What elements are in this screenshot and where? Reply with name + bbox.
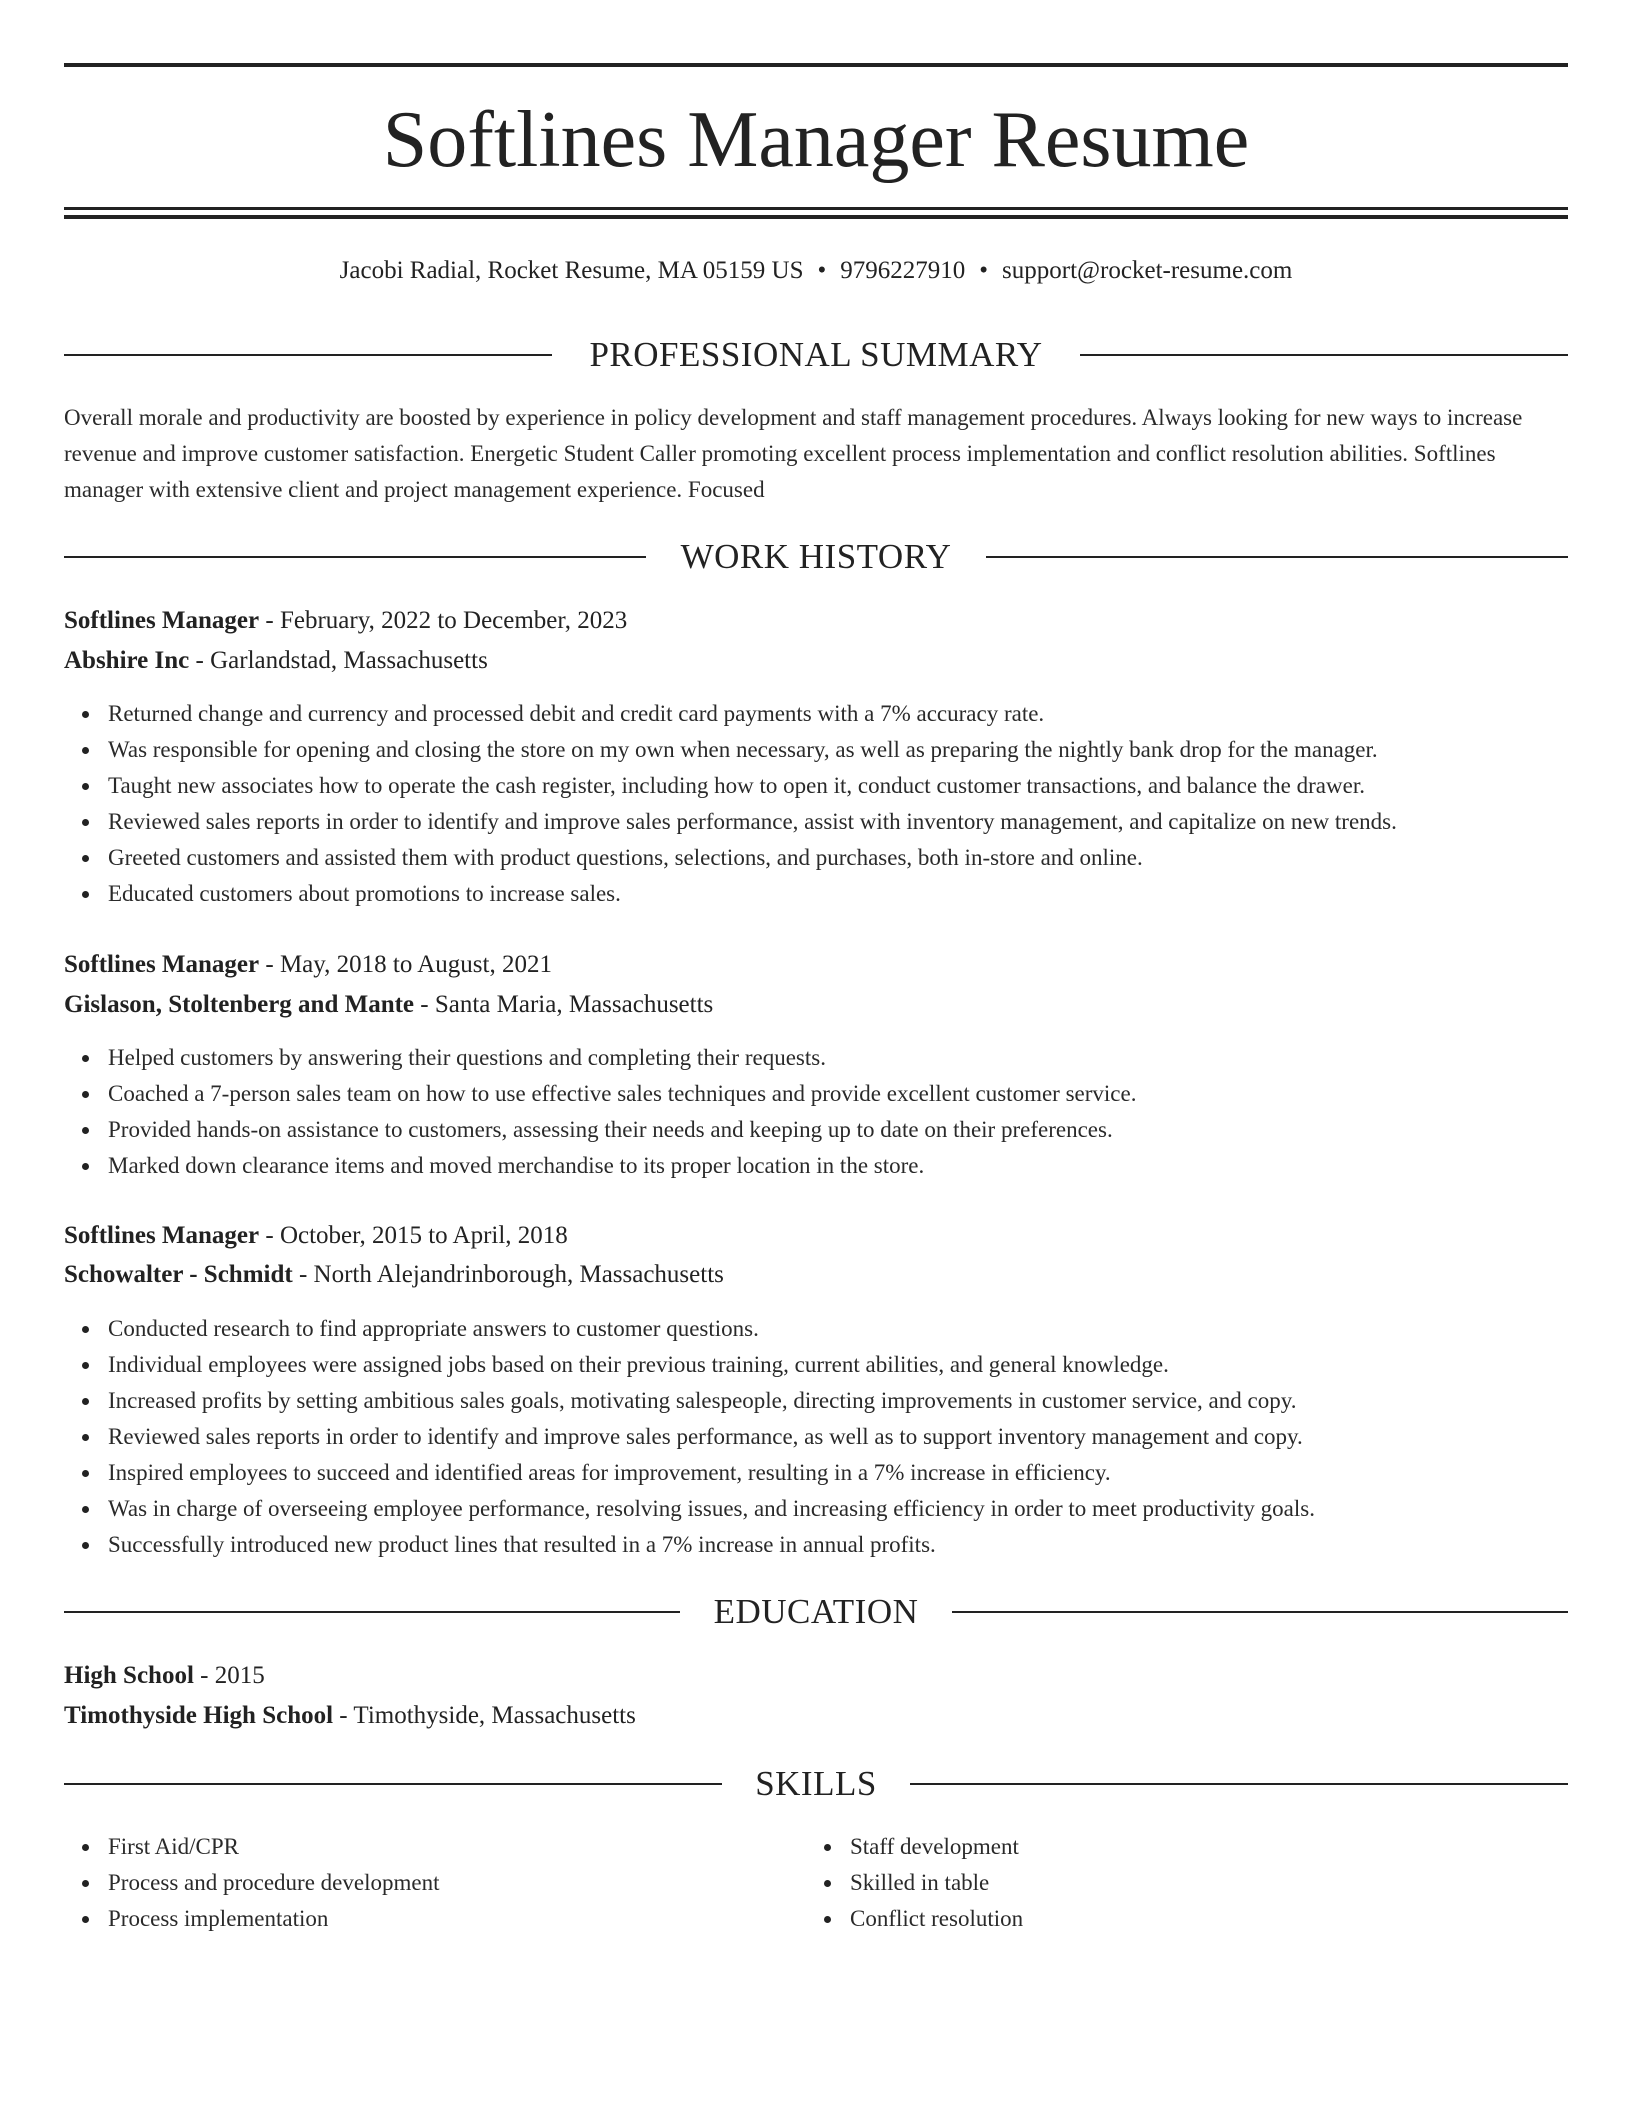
education-heading-label: EDUCATION	[713, 1592, 919, 1631]
list-item: Marked down clearance items and moved merchandise to its proper location in the store.	[108, 1148, 1612, 1184]
list-item: Reviewed sales reports in order to identify and improve sales performance, assist with inventory management, and capitalize on new trends.	[108, 804, 1612, 840]
list-item: Returned change and currency and processed debit and credit card payments with a 7% accuracy rate.	[108, 696, 1612, 732]
heading-rule	[1080, 354, 1568, 356]
job-dates: - February, 2022 to December, 2023	[259, 607, 628, 634]
contact-separator: •	[979, 257, 989, 284]
education-degree: High School	[64, 1662, 194, 1689]
education-year: - 2015	[193, 1662, 265, 1689]
job-bullets	[64, 1040, 1612, 1184]
list-item: Helped customers by answering their questions and completing their requests.	[108, 1040, 1612, 1076]
job-bullets	[64, 1311, 1612, 1563]
job-location: - North Alejandrinborough, Massachusetts	[292, 1261, 724, 1288]
job-title-line	[64, 603, 1568, 639]
job-title: Softlines Manager	[64, 951, 260, 978]
title-top-rule	[64, 63, 1568, 67]
title-bottom-rule-2	[64, 215, 1568, 219]
job-company: Schowalter - Schmidt	[64, 1261, 293, 1288]
skills-list-left	[64, 1829, 808, 1937]
list-item: Conducted research to find appropriate answers to customer questions.	[108, 1311, 1612, 1347]
education-school-line	[64, 1698, 1568, 1734]
job-company: Abshire Inc	[64, 647, 190, 674]
job-location: - Garlandstad, Massachusetts	[189, 647, 488, 674]
contact-email: support@rocket-resume.com	[1002, 257, 1293, 284]
contact-phone: 9796227910	[840, 257, 966, 284]
job-title-line	[64, 1218, 1568, 1254]
summary-heading	[64, 333, 1568, 377]
job-company: Gislason, Stoltenberg and Mante	[64, 991, 415, 1018]
education-location: - Timothyside, Massachusetts	[333, 1702, 636, 1729]
skills-list-right	[806, 1829, 1550, 1937]
list-item: Increased profits by setting ambitious sales goals, motivating salespeople, directing improvements in customer service, and copy.	[108, 1383, 1612, 1419]
education-degree-line	[64, 1658, 1568, 1694]
list-item: Was responsible for opening and closing the store on my own when necessary, as well as preparing the nightly bank drop for the manager.	[108, 732, 1612, 768]
heading-rule	[952, 1611, 1568, 1613]
skill-item: Process and procedure development	[108, 1865, 808, 1901]
list-item: Individual employees were assigned jobs based on their previous training, current abilities, and general knowledge.	[108, 1347, 1612, 1383]
skill-item: First Aid/CPR	[108, 1829, 808, 1865]
list-item: Educated customers about promotions to increase sales.	[108, 876, 1612, 912]
education-school: Timothyside High School	[64, 1702, 334, 1729]
list-item: Reviewed sales reports in order to identify and improve sales performance, as well as to support inventory management and copy.	[108, 1419, 1612, 1455]
list-item: Taught new associates how to operate the cash register, including how to open it, conduct customer transactions, and balance the drawer.	[108, 768, 1612, 804]
skill-item: Staff development	[850, 1829, 1550, 1865]
skills-heading	[64, 1762, 1568, 1806]
skill-item: Skilled in table	[850, 1865, 1550, 1901]
heading-rule	[910, 1783, 1568, 1785]
job-location: - Santa Maria, Massachusetts	[414, 991, 714, 1018]
education-heading	[64, 1590, 1568, 1634]
list-item: Coached a 7-person sales team on how to use effective sales techniques and provide excellent customer service.	[108, 1076, 1612, 1112]
list-item: Inspired employees to succeed and identified areas for improvement, resulting in a 7% increase in efficiency.	[108, 1455, 1612, 1491]
list-item: Greeted customers and assisted them with product questions, selections, and purchases, both in-store and online.	[108, 840, 1612, 876]
job-dates: - May, 2018 to August, 2021	[259, 951, 552, 978]
job-company-line	[64, 643, 1568, 679]
job-company-line	[64, 987, 1568, 1023]
contact-line	[64, 253, 1568, 289]
summary-heading-label: PROFESSIONAL SUMMARY	[589, 335, 1043, 374]
contact-separator: •	[817, 257, 827, 284]
work-history-heading	[64, 535, 1568, 579]
job-title: Softlines Manager	[64, 1222, 260, 1249]
job-company-line	[64, 1257, 1568, 1293]
work-history-heading-label: WORK HISTORY	[680, 537, 952, 576]
skills-heading-label: SKILLS	[755, 1764, 877, 1803]
summary-text: Overall morale and productivity are boosted by experience in policy development and staff management procedures. Always looking for new ways to increase revenue and improve customer satisfaction. Energetic Student Caller promoting excellent process implementation and conflict resolution abilities. Softlines manager with extensive client and project management experience. Focused	[64, 405, 1523, 502]
resume-title: Softlines Manager Resume	[382, 96, 1250, 184]
job-title: Softlines Manager	[64, 607, 260, 634]
title-bottom-rule	[64, 207, 1568, 210]
list-item: Successfully introduced new product lines that resulted in a 7% increase in annual profits.	[108, 1527, 1612, 1563]
contact-address: Jacobi Radial, Rocket Resume, MA 05159 US	[339, 257, 804, 284]
list-item: Provided hands-on assistance to customers, assessing their needs and keeping up to date on their preferences.	[108, 1112, 1612, 1148]
job-bullets	[64, 696, 1612, 912]
list-item: Was in charge of overseeing employee performance, resolving issues, and increasing efficiency in order to meet productivity goals.	[108, 1491, 1612, 1527]
job-dates: - October, 2015 to April, 2018	[259, 1222, 568, 1249]
job-title-line	[64, 947, 1568, 983]
skill-item: Process implementation	[108, 1901, 808, 1937]
skill-item: Conflict resolution	[850, 1901, 1550, 1937]
heading-rule	[986, 556, 1568, 558]
